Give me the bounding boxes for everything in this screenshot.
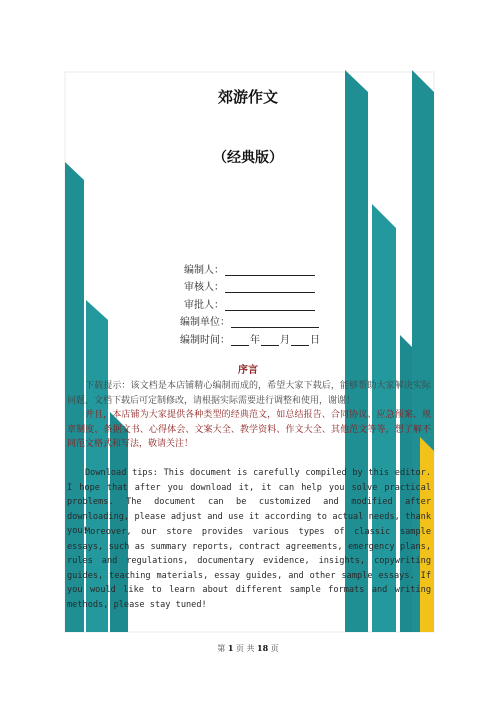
author-label: 编制人： (184, 264, 224, 276)
time-row (180, 328, 320, 346)
preface-paragraph-download-tip-cn: 下载提示：该文档是本店铺精心编制而成的，希望大家下载后，能够帮助大家解决实际问题。文档下载后可定制修改，请根据实际需要进行调整和使用，谢谢！ (67, 381, 431, 406)
time-label: 编制时间： (180, 334, 230, 346)
approver-label: 审批人： (184, 299, 224, 311)
reviewer-row (180, 276, 320, 294)
year-blank-line (231, 335, 249, 346)
preface-paragraph-store-intro-en: Moreover, our store provides various types of classic sample essays, such as summary reports, contract agreements, emergency plans, rules and regulations, documentary evidence, insights, copywriting guides, teaching materials, essay guides, and other sample essays. If you would like to learn about different sample formats and writing methods, please stay tuned! (67, 527, 431, 610)
unit-label: 编制单位： (180, 317, 230, 328)
approver-row (180, 293, 320, 311)
preface-paragraph-store-intro-cn: 并且，本店铺为大家提供各种类型的经典范文，如总结报告、合同协议、应急预案、规章制度、条据文书、心得体会、文案大全、教学资料、作文大全、其他范文等等，想了解不同范文格式和写法，敬请关注！ (67, 410, 431, 449)
preface-heading: 序言 (238, 365, 258, 376)
preface-paragraph-download-tip-en: Download tips: This document is carefully compiled by this editor. I hope that after you download it, it can help you solve practical problems. The document can be customized and modified after downloading, please adjust and use it according to actual needs, thank you! (67, 468, 431, 536)
page-footer (0, 643, 496, 654)
approver-blank-line (225, 300, 315, 311)
author-blank-line (225, 265, 315, 276)
unit-blank-line (231, 317, 319, 328)
footer-suffix: 页 (270, 644, 279, 653)
day-blank-line (291, 335, 309, 346)
metadata-block (180, 258, 320, 346)
month-label: 月 (280, 334, 290, 346)
footer-total-pages: 18 (257, 643, 269, 653)
unit-row (180, 311, 320, 329)
footer-middle: 页 共 (235, 644, 255, 653)
reviewer-label: 审核人： (184, 282, 224, 293)
year-label: 年 (250, 334, 260, 346)
month-blank-line (261, 335, 279, 346)
document-subtitle: （经典版） (213, 150, 283, 166)
day-label: 日 (310, 334, 320, 346)
document-title: 郊游作文 (217, 88, 278, 106)
footer-page-number: 1 (227, 643, 234, 653)
author-row (180, 258, 320, 276)
footer-prefix: 第 (217, 644, 226, 653)
reviewer-blank-line (225, 282, 315, 293)
